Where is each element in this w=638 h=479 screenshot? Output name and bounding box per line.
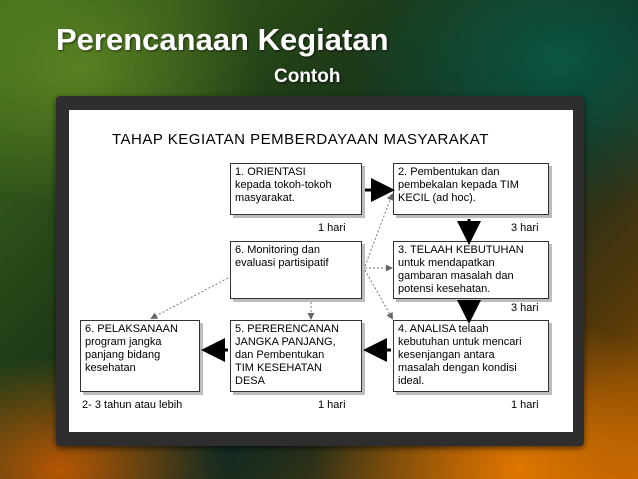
box-line: kepada tokoh-tokoh — [235, 179, 332, 191]
box-line: ideal. — [398, 375, 425, 387]
box-line: 3. TELAAH KEBUTUHAN — [398, 244, 524, 256]
box-line: DESA — [235, 375, 265, 387]
box-line: kesehatan — [85, 362, 136, 374]
duration-telaah: 3 hari — [511, 302, 539, 314]
box-line: JANGKA PANJANG, — [235, 336, 336, 348]
box-line: dan Pembentukan — [235, 349, 325, 361]
box-line: masyarakat. — [235, 192, 295, 204]
duration-perencanaan: 1 hari — [318, 399, 346, 411]
duration-orientasi: 1 hari — [318, 222, 346, 234]
box-line: TIM KESEHATAN — [235, 362, 322, 374]
box-line: panjang bidang — [85, 349, 161, 361]
dotted-monitoring-to-orientasi — [365, 195, 392, 266]
slide-title: Perencanaan Kegiatan — [56, 22, 389, 57]
box-line: program jangka — [85, 336, 162, 348]
box-line: 2. Pembentukan dan — [398, 166, 500, 178]
box-line: gambaran masalah dan — [398, 270, 514, 282]
box-line: 6. PELAKSANAAN — [85, 323, 178, 335]
duration-pelaksanaan: 2- 3 tahun atau lebih — [82, 399, 183, 411]
duration-pembentukan: 3 hari — [511, 222, 539, 234]
diagram-heading: TAHAP KEGIATAN PEMBERDAYAAN MASYARAKAT — [112, 131, 489, 148]
box-line: untuk mendapatkan — [398, 257, 495, 269]
box-line: evaluasi partisipatif — [235, 257, 329, 269]
slide-subtitle: Contoh — [274, 66, 341, 87]
dotted-monitoring-to-pelaksanaan — [152, 278, 228, 318]
dotted-monitoring-to-analisa — [365, 270, 392, 318]
box-line: pembekalan kepada TIM — [398, 179, 519, 191]
box-line: 4. ANALISA telaah — [398, 323, 489, 335]
box-line: potensi kesehatan. — [398, 283, 491, 295]
box-line: masalah dengan kondisi — [398, 362, 517, 374]
box-line: 6. Monitoring dan — [235, 244, 320, 256]
box-line: kesenjangan antara — [398, 349, 495, 361]
box-line: 5. PERERENCANAN — [235, 323, 339, 335]
box-line: kebutuhan untuk mencari — [398, 336, 522, 348]
duration-analisa: 1 hari — [511, 399, 539, 411]
box-line: 1. ORIENTASI — [235, 166, 306, 178]
box-line: KECIL (ad hoc). — [398, 192, 476, 204]
